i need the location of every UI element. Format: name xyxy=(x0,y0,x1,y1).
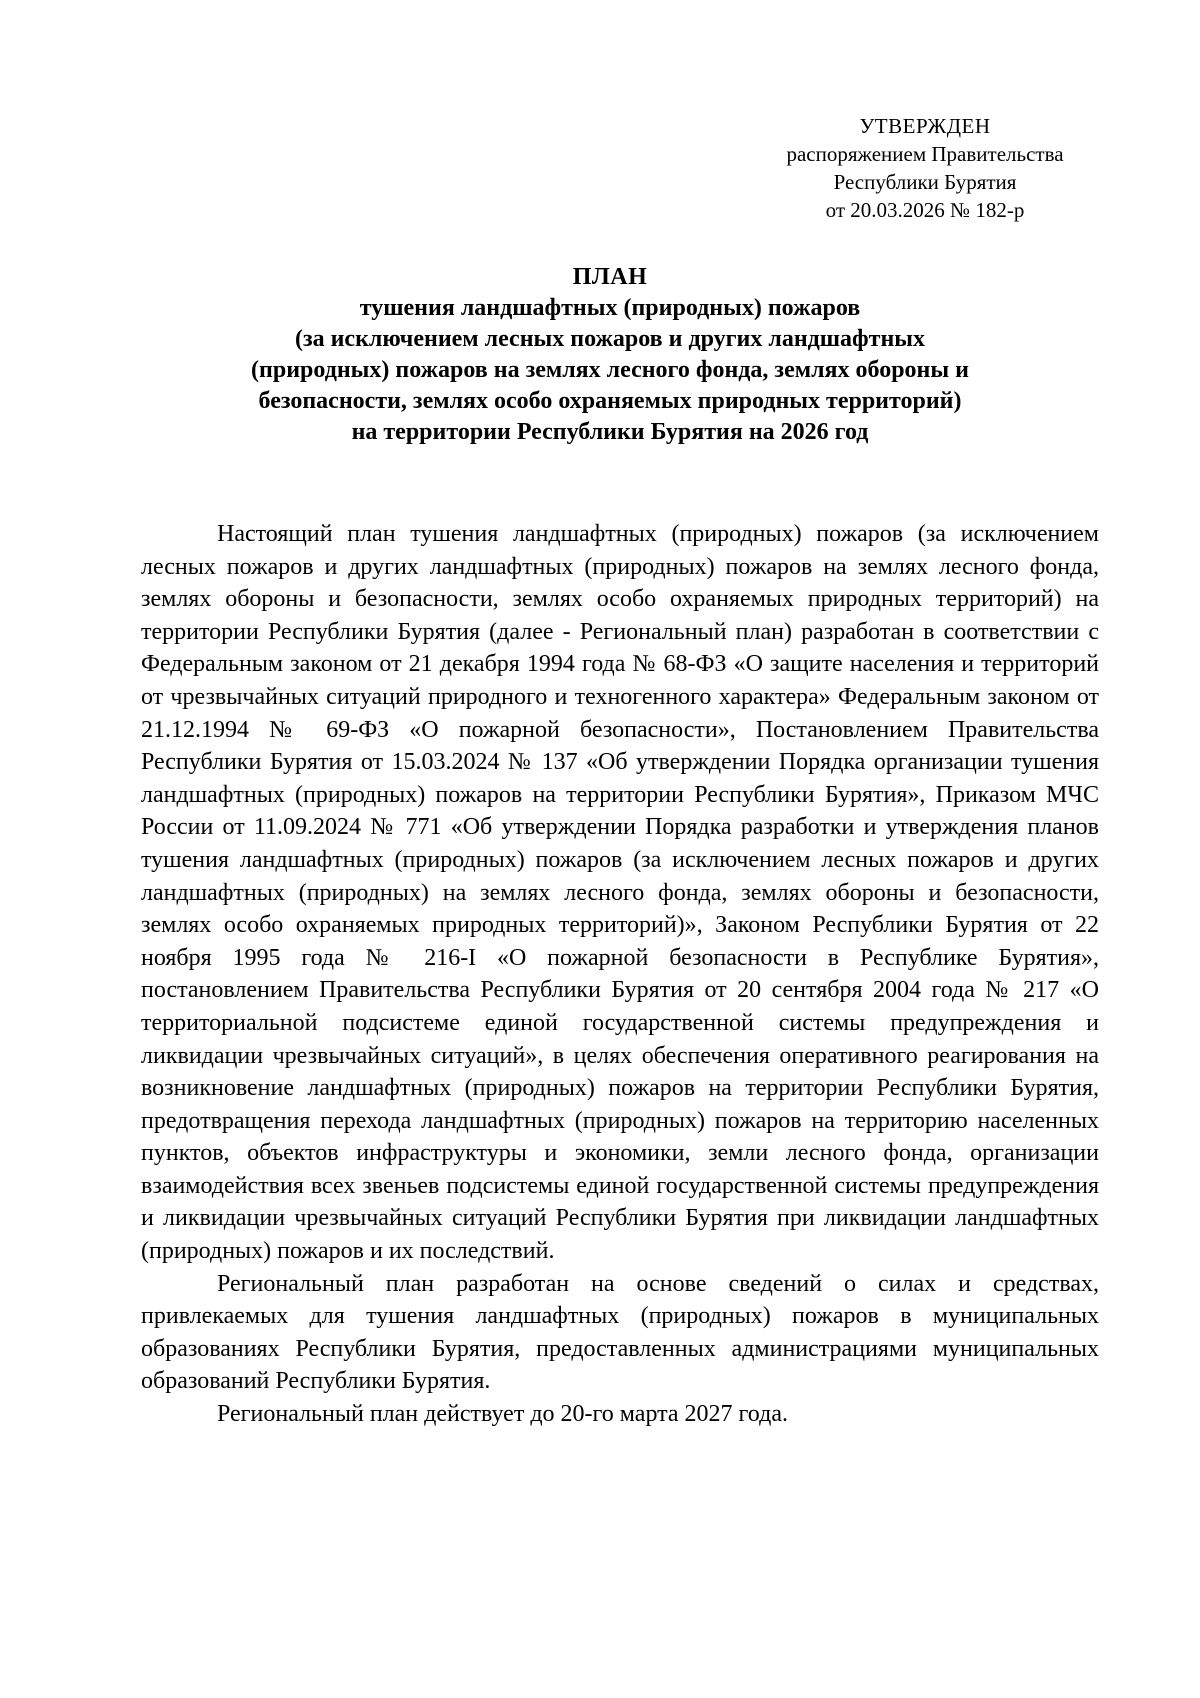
approval-heading: УТВЕРЖДЕН xyxy=(859,114,991,138)
body-paragraph-1: Настоящий план тушения ландшафтных (природных) пожаров (за исключением лесных пожаров и других ландшафтных (природных) пожаров на землях лесного фонда, землях обороны и безопасности, землях особо охраняемых природных территорий) на территории Республики Бурятия (далее - Региональный план) разработан в соответствии с Федеральным законом от 21 декабря 1994 года № 68-ФЗ «О защите населения и территорий от чрезвычайных ситуаций природного и техногенного характера» Федеральным законом от 21.12.1994 № 69-ФЗ «О пожарной безопасности», Постановлением Правительства Республики Бурятия от 15.03.2024 № 137 «Об утверждении Порядка организации тушения ландшафтных (природных) пожаров на территории Республики Бурятия», Приказом МЧС России от 11.09.2024 № 771 «Об утверждении Порядка разработки и утверждения планов тушения ландшафтных (природных) пожаров (за исключением лесных пожаров и других ландшафтных (природных) на землях лесного фонда, землях обороны и безопасности, землях особо охраняемых природных территорий)», Законом Республики Бурятия от 22 ноября 1995 года № 216-I «О пожарной безопасности в Республике Бурятия», постановлением Правительства Республики Бурятия от 20 сентября 2004 года № 217 «О территориальной подсистеме единой государственной системы предупреждения и ликвидации чрезвычайных ситуаций», в целях обеспечения оперативного реагирования на возникновение ландшафтных (природных) пожаров на территории Республики Бурятия, предотвращения перехода ландшафтных (природных) пожаров на территорию населенных пунктов, объектов инфраструктуры и экономики, земли лесного фонда, организации взаимодействия всех звеньев подсистемы единой государственной системы предупреждения и ликвидации чрезвычайных ситуаций Республики Бурятия при ликвидации ландшафтных (природных) пожаров и их последствий. xyxy=(141,521,1099,1265)
title-line-3: (природных) пожаров на землях лесного фонда, землях обороны и xyxy=(251,357,969,383)
document-title xyxy=(110,262,1110,448)
title-line-5: на территории Республики Бурятия на 2026 год xyxy=(351,419,869,445)
title-line-4: безопасности, землях особо охраняемых природных территорий) xyxy=(258,388,962,414)
approval-issuer: распоряжением Правительства xyxy=(786,142,1064,166)
body-paragraph-2: Региональный план разработан на основе сведений о силах и средствах, привлекаемых для тушения ландшафтных (природных) пожаров в муниципальных образованиях Республики Бурятия, предоставленных администрациями муниципальных образований Республики Бурятия. xyxy=(141,1270,1099,1395)
document-body xyxy=(141,518,1099,1431)
title-line-1: тушения ландшафтных (природных) пожаров xyxy=(359,295,861,321)
title-line-2: (за исключением лесных пожаров и других ландшафтных xyxy=(294,326,926,352)
approval-date-number: от 20.03.2026 № 182-р xyxy=(825,198,1025,222)
approval-stamp-block xyxy=(755,112,1095,224)
approval-republic: Республики Бурятия xyxy=(833,170,1017,194)
title-heading: ПЛАН xyxy=(572,264,648,290)
body-paragraph-3: Региональный план действует до 20-го марта 2027 года. xyxy=(217,1401,788,1428)
